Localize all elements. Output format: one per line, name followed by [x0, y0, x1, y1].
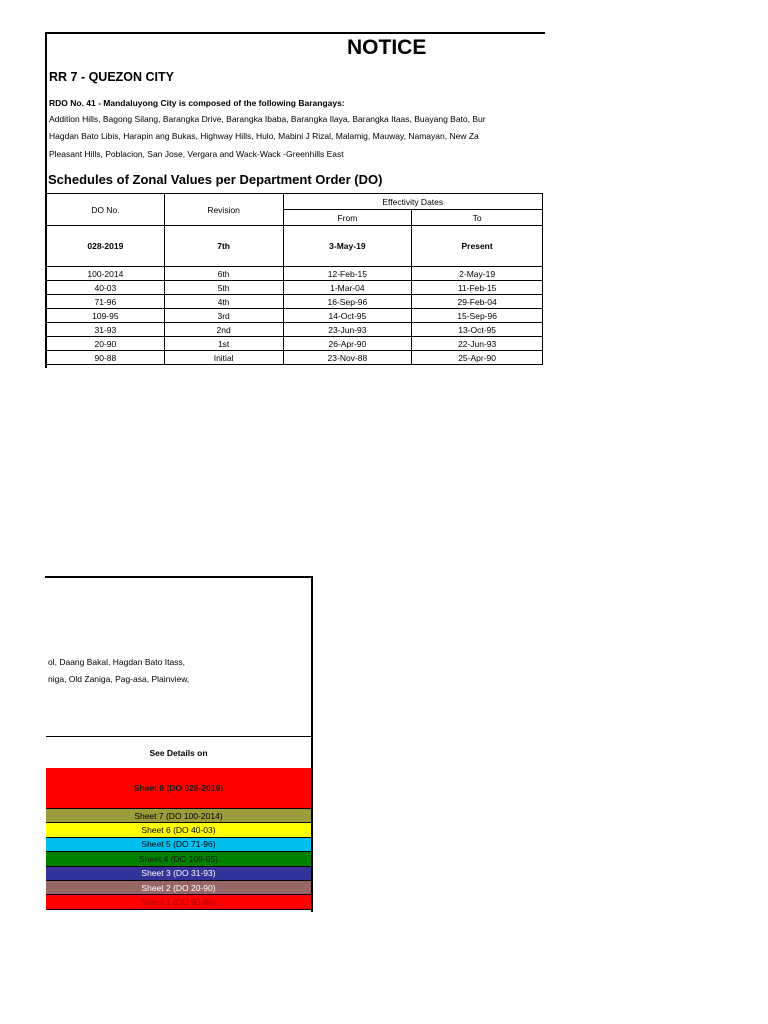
barangay-line-2: Hagdan Bato Libis, Harapin ang Bukas, Highway Hills, Hulo, Mabini J Rizal, Malamig, Mauway, Namayan, New Za	[49, 131, 479, 141]
cell-revision: 2nd	[164, 323, 283, 337]
rdo-heading: RDO No. 41 - Mandaluyong City is composed of the following Barangays:	[49, 98, 345, 108]
cell-from: 16-Sep-96	[283, 295, 412, 309]
col-header-to: To	[412, 210, 543, 226]
cell-do: 71-96	[47, 295, 165, 309]
sheet-link-1[interactable]: Sheet 1 (DO 90-88)	[46, 895, 311, 909]
cell-do: 100-2014	[47, 267, 165, 281]
col-header-from: From	[283, 210, 412, 226]
barangay-continuation-1: ol, Daang Bakal, Hagdan Bato Itass,	[48, 657, 186, 667]
col-header-revision: Revision	[164, 194, 283, 226]
cell-revision: 3rd	[164, 309, 283, 323]
cell-from: 23-Nov-88	[283, 351, 412, 365]
cell-revision: 7th	[164, 226, 283, 267]
sheet-links	[46, 768, 311, 910]
cell-from: 12-Feb-15	[283, 267, 412, 281]
sheet-link-3[interactable]: Sheet 3 (DO 31-93)	[46, 867, 311, 881]
cell-to: 22-Jun-93	[412, 337, 543, 351]
table-row	[47, 309, 543, 323]
cell-from: 23-Jun-93	[283, 323, 412, 337]
table-row	[47, 323, 543, 337]
cell-do: 31-93	[47, 323, 165, 337]
col-header-do: DO No.	[47, 194, 165, 226]
cell-from: 3-May-19	[283, 226, 412, 267]
cell-from: 1-Mar-04	[283, 281, 412, 295]
cell-to: 11-Feb-15	[412, 281, 543, 295]
cell-do: 40-03	[47, 281, 165, 295]
barangay-continuation-2: niga, Old Zaniga, Pag-asa, Plainview,	[48, 674, 190, 684]
cell-to: Present	[412, 226, 543, 267]
cell-revision: 1st	[164, 337, 283, 351]
cell-do: 90-88	[47, 351, 165, 365]
cell-revision: 4th	[164, 295, 283, 309]
sheet-link-8[interactable]: Sheet 8 (DO 028-2019)	[46, 768, 311, 809]
table-row	[47, 267, 543, 281]
cell-from: 26-Apr-90	[283, 337, 412, 351]
col-header-effectivity: Effectivity Dates	[283, 194, 542, 210]
cell-to: 25-Apr-90	[412, 351, 543, 365]
cell-from: 14-Oct-95	[283, 309, 412, 323]
cell-do: 20-90	[47, 337, 165, 351]
cell-to: 29-Feb-04	[412, 295, 543, 309]
sheet-link-2[interactable]: Sheet 2 (DO 20-90)	[46, 881, 311, 895]
cell-revision: 5th	[164, 281, 283, 295]
see-details-label: See Details on	[46, 736, 311, 770]
cell-to: 13-Oct-95	[412, 323, 543, 337]
cell-to: 15-Sep-96	[412, 309, 543, 323]
cell-revision: 6th	[164, 267, 283, 281]
table-row	[47, 337, 543, 351]
cell-revision: Initial	[164, 351, 283, 365]
notice-title: NOTICE	[347, 36, 427, 59]
sheet-link-4[interactable]: Sheet 4 (DO 109-95)	[46, 852, 311, 866]
sheet-link-5[interactable]: Sheet 5 (DO 71-96)	[46, 838, 311, 852]
cell-do: 028-2019	[47, 226, 165, 267]
sheet-link-6[interactable]: Sheet 6 (DO 40-03)	[46, 823, 311, 837]
cell-to: 2-May-19	[412, 267, 543, 281]
barangay-line-1: Addition Hills, Bagong Silang, Barangka Drive, Barangka Ibaba, Barangka Ilaya, Barangka Itaas, Buayang Bato, Bur	[49, 114, 486, 124]
schedules-title: Schedules of Zonal Values per Department Order (DO)	[48, 172, 383, 187]
table-row	[47, 281, 543, 295]
barangay-line-3: Pleasant Hills, Poblacion, San Jose, Vergara and Wack-Wack -Greenhills East	[49, 149, 344, 159]
do-schedule-table	[46, 193, 543, 365]
cell-do: 109-95	[47, 309, 165, 323]
table-row	[47, 351, 543, 365]
revenue-region-heading: RR 7 - QUEZON CITY	[49, 70, 175, 84]
table-row	[47, 295, 543, 309]
table-row-current	[47, 226, 543, 267]
sheet-link-7[interactable]: Sheet 7 (DO 100-2014)	[46, 809, 311, 823]
